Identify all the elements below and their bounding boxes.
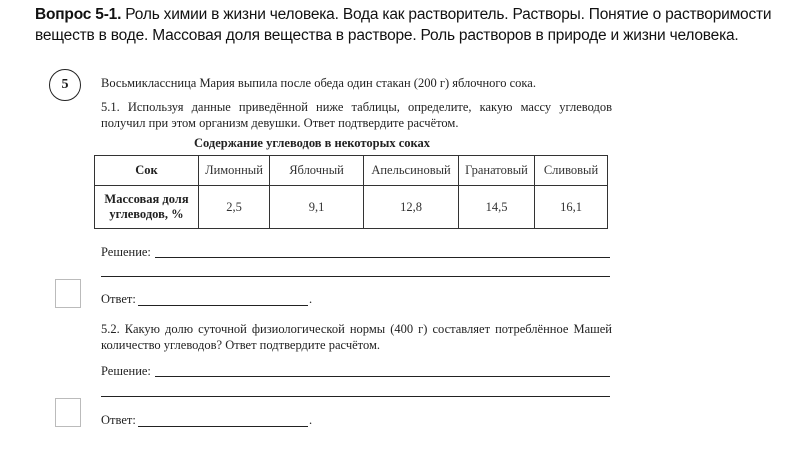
table-row-label: Массовая доля углеводов, %: [95, 186, 199, 229]
question-label: Вопрос 5-1.: [35, 6, 122, 23]
q2-text-line2: количество углеводов? Ответ подтвердите расчётом.: [101, 338, 380, 352]
solution-line-1b[interactable]: [101, 276, 610, 277]
score-box-1[interactable]: [55, 279, 81, 308]
solution-label-1: Решение:: [101, 245, 151, 259]
table-col-header: Лимонный: [199, 156, 270, 186]
q1-text-line1: 5.1. Используя данные приведённой ниже таблицы, определите, какую массу углеводов: [101, 100, 612, 114]
table-cell: 16,1: [535, 186, 608, 229]
table-col-header: Апельсиновый: [364, 156, 459, 186]
q1-text-line2: получил при этом организм девушки. Ответ подтвердите расчётом.: [101, 116, 459, 130]
solution-line-1a[interactable]: [155, 257, 610, 258]
table-header-row: [95, 156, 608, 186]
table-col-header: Яблочный: [270, 156, 364, 186]
table-cell: 2,5: [199, 186, 270, 229]
answer-period: .: [309, 292, 313, 306]
carbohydrate-table: [94, 155, 608, 229]
table-cell: 12,8: [364, 186, 459, 229]
table-header-label: Сок: [95, 156, 199, 186]
answer-line-2[interactable]: [138, 426, 308, 427]
solution-label-2: Решение:: [101, 364, 151, 378]
task-number-badge: 5: [49, 69, 81, 101]
table-col-header: Сливовый: [535, 156, 608, 186]
solution-line-2a[interactable]: [155, 376, 610, 377]
score-box-2[interactable]: [55, 398, 81, 427]
solution-line-2b[interactable]: [101, 396, 610, 397]
table-cell: 9,1: [270, 186, 364, 229]
question-header: [35, 4, 785, 46]
table-caption: Содержание углеводов в некоторых соках: [193, 136, 431, 150]
answer-period: .: [309, 413, 313, 427]
table-row: [95, 186, 608, 229]
task-intro: Восьмиклассница Мария выпила после обеда один стакан (200 г) яблочного сока.: [101, 76, 536, 90]
answer-label-2: Ответ:: [101, 413, 136, 427]
table-col-header: Гранатовый: [459, 156, 535, 186]
table-cell: 14,5: [459, 186, 535, 229]
answer-label-1: Ответ:: [101, 292, 136, 306]
answer-line-1[interactable]: [138, 305, 308, 306]
question-topic: Роль химии в жизни человека. Вода как растворитель. Растворы. Понятие о растворимости веществ в воде. Массовая доля вещества в растворе. Роль растворов в природе и жизни человека.: [35, 6, 772, 44]
q2-text-line1: 5.2. Какую долю суточной физиологической нормы (400 г) составляет потреблённое Машей: [101, 322, 612, 336]
